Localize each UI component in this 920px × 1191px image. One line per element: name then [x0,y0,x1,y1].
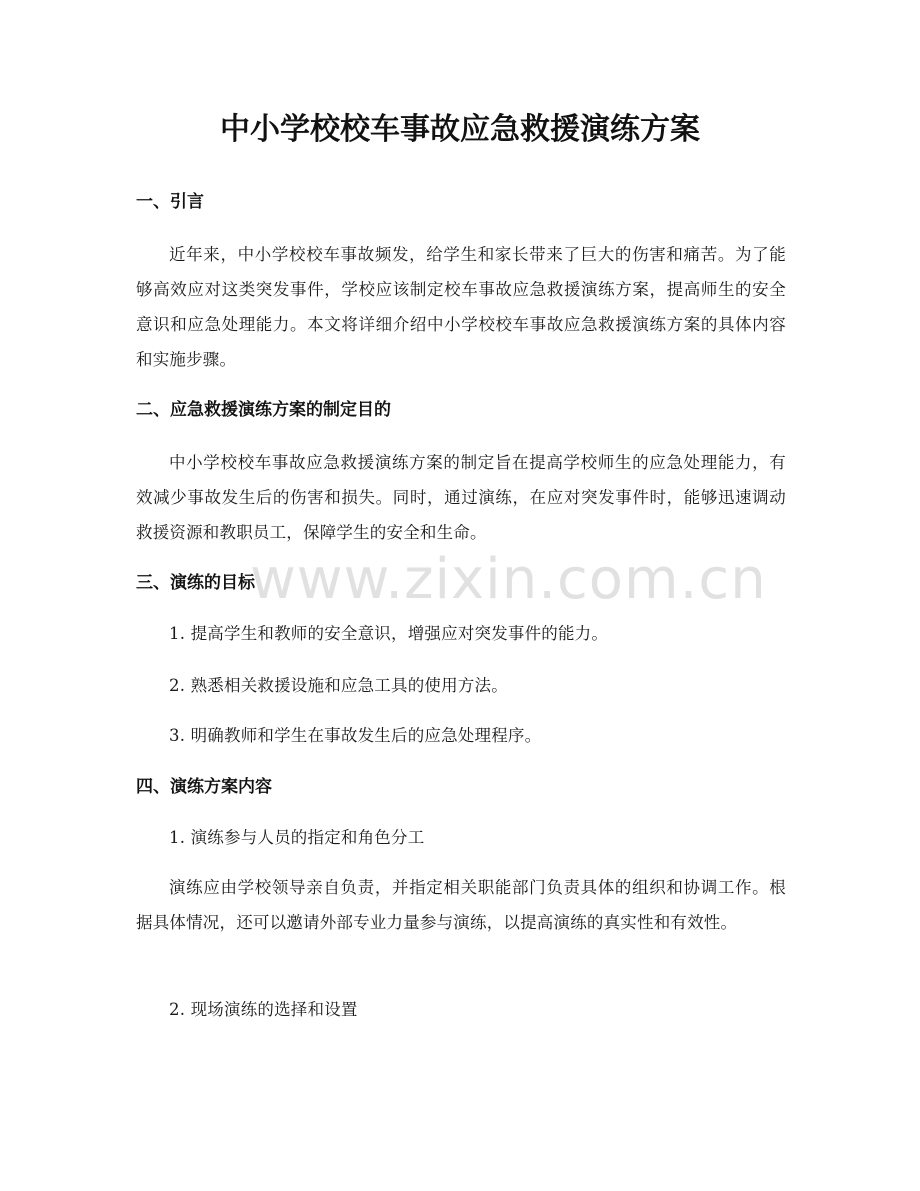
section-heading-purpose: 二、应急救援演练方案的制定目的 [136,400,391,420]
goal-item: 3. 明确教师和学生在事故发生后的应急处理程序。 [169,726,542,745]
purpose-paragraph: 中小学校校车事故应急救援演练方案的制定旨在提高学校师生的应急处理能力，有效减少事故发生后的伤害和损失。同时，通过演练，在应对突发事件时，能够迅速调动救援资源和教职员工，保障学生的安全和生命。 [136,453,786,542]
section-heading-content: 四、演练方案内容 [136,777,272,797]
section-heading-introduction: 一、引言 [136,192,204,212]
goal-item: 2. 熟悉相关救援设施和应急工具的使用方法。 [169,676,508,695]
subsection-label: 1. 演练参与人员的指定和角色分工 [169,828,425,847]
section-heading-goals: 三、演练的目标 [136,573,255,593]
watermark-text: www.zixin.com.cn [250,547,767,612]
subsection-label: 2. 现场演练的选择和设置 [169,1000,358,1019]
document-title: 中小学校校车事故应急救援演练方案 [220,112,700,147]
goal-item: 1. 提高学生和教师的安全意识，增强应对突发事件的能力。 [169,624,609,643]
participants-paragraph: 演练应由学校领导亲自负责，并指定相关职能部门负责具体的组织和协调工作。根据具体情况，还可以邀请外部专业力量参与演练，以提高演练的真实性和有效性。 [136,878,786,932]
introduction-paragraph: 近年来，中小学校校车事故频发，给学生和家长带来了巨大的伤害和痛苦。为了能够高效应对这类突发事件，学校应该制定校车事故应急救援演练方案，提高师生的安全意识和应急处理能力。本文将详细介绍中小学校校车事故应急救援演练方案的具体内容和实施步骤。 [136,245,786,369]
